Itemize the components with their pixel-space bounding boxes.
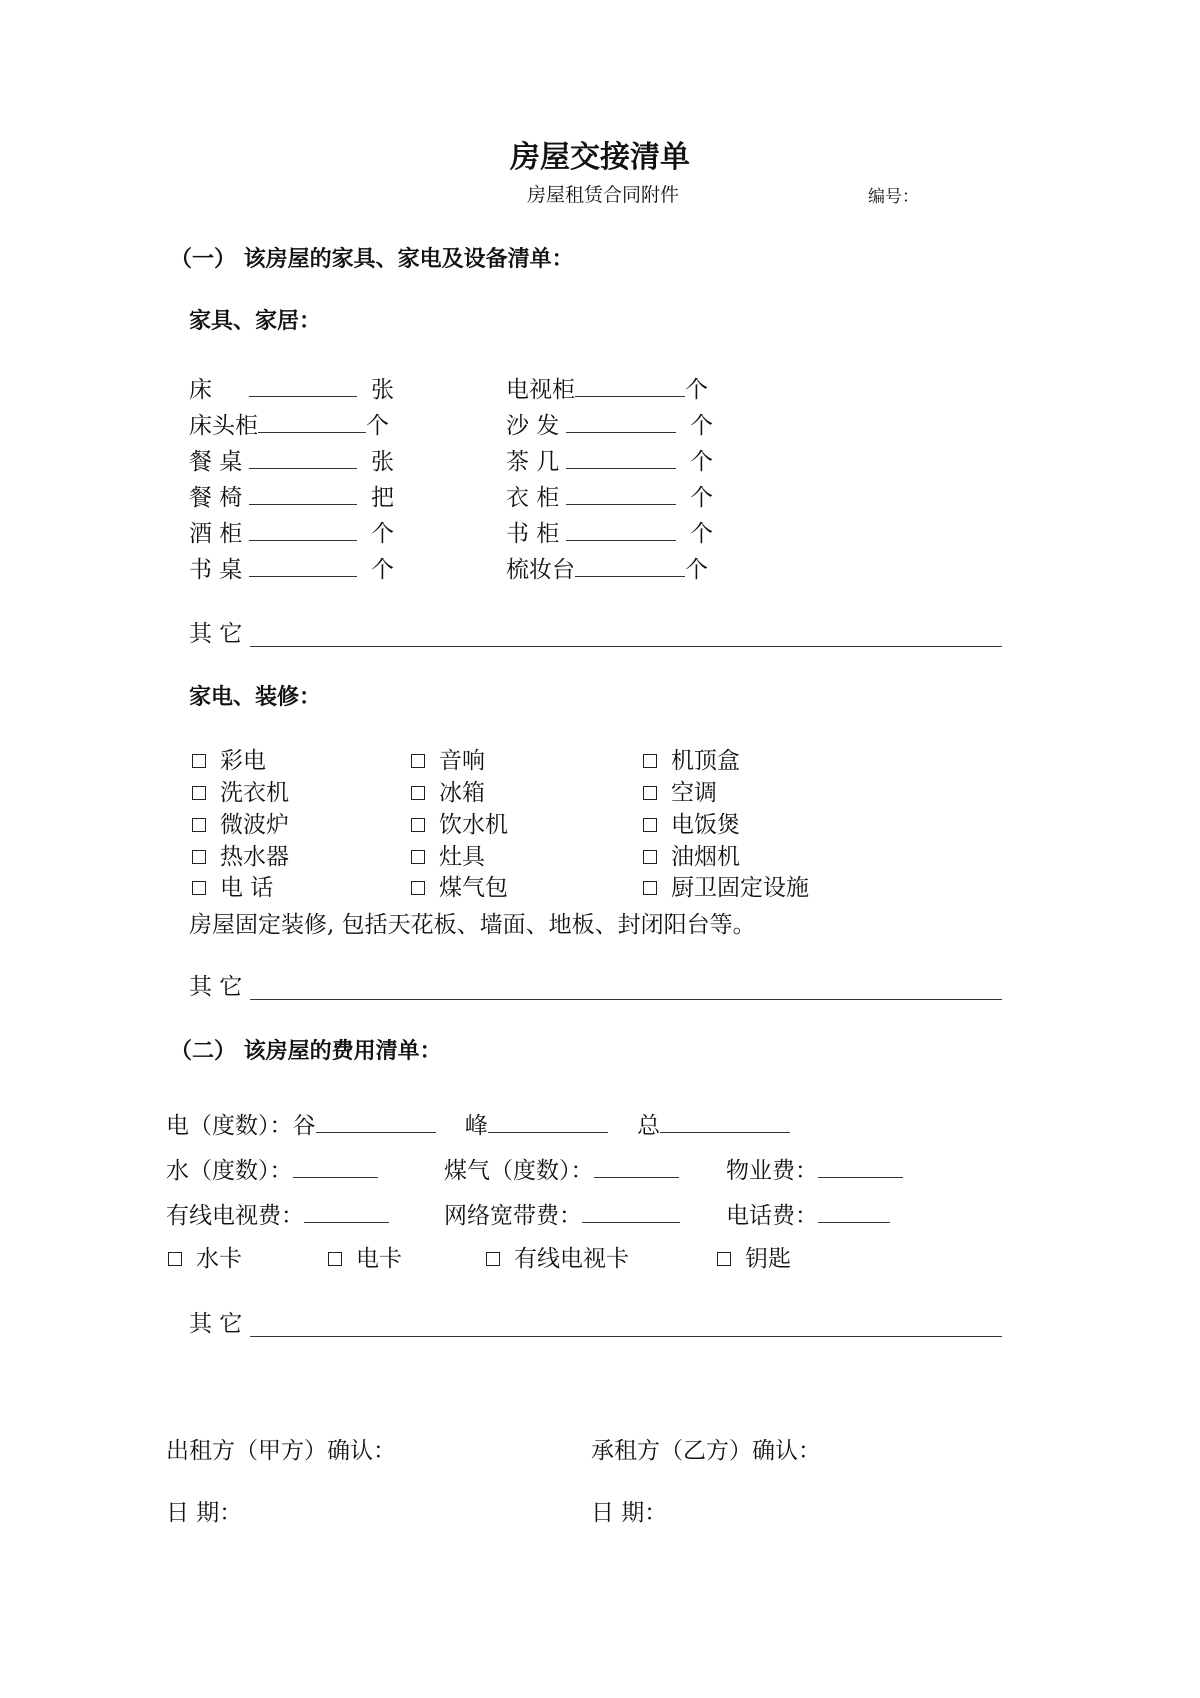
section1-heading: （一） 该房屋的家具、家电及设备清单： (170, 247, 574, 272)
appliance-item: 冰箱 (411, 782, 485, 805)
furniture-item: 书 桌 个 (189, 557, 394, 583)
checkbox[interactable] (643, 786, 657, 800)
fill-blank[interactable] (594, 1158, 679, 1178)
number-label: 编号： (868, 187, 919, 207)
furniture-heading: 家具、家居： (189, 309, 322, 334)
card-item: 电卡 (328, 1248, 402, 1271)
fill-blank[interactable] (818, 1203, 890, 1223)
appliance-item: 热水器 (192, 846, 289, 869)
fill-blank[interactable] (258, 413, 366, 433)
furniture-item: 餐 桌 张 (189, 449, 394, 475)
fill-blank[interactable] (488, 1113, 608, 1133)
electric-row: 电（度数）：谷 峰 总 (166, 1113, 790, 1138)
card-item: 钥匙 (717, 1248, 791, 1271)
decoration-note: 房屋固定装修, 包括天花板、墙面、地板、封闭阳台等。 (189, 912, 756, 938)
furniture-item: 床头柜 个 (189, 413, 389, 439)
water-label-row: 水（度数）： (166, 1158, 378, 1183)
date-right: 日 期： (591, 1500, 668, 1526)
fill-blank[interactable] (249, 377, 357, 397)
fill-blank[interactable] (249, 521, 357, 541)
lessor-confirm: 出租方（甲方）确认： (166, 1438, 396, 1464)
broadband-fee-row: 网络宽带费： (444, 1203, 680, 1228)
appliance-item: 油烟机 (643, 846, 740, 869)
checkbox[interactable] (643, 850, 657, 864)
other-label: 其 它 (189, 974, 243, 1000)
furniture-item: 餐 椅 把 (189, 485, 394, 511)
furniture-item: 床 张 (189, 377, 394, 403)
cable-fee-row: 有线电视费： (166, 1203, 389, 1228)
checkbox[interactable] (411, 754, 425, 768)
furniture-item: 梳妆台 个 (506, 557, 708, 583)
date-left: 日 期： (166, 1500, 243, 1526)
checkbox[interactable] (411, 881, 425, 895)
checkbox[interactable] (643, 754, 657, 768)
other-label: 其 它 (189, 1311, 243, 1337)
checkbox[interactable] (411, 786, 425, 800)
appliance-heading: 家电、装修： (189, 685, 322, 710)
appliance-item: 洗衣机 (192, 782, 289, 805)
appliance-item: 空调 (643, 782, 717, 805)
fill-blank[interactable] (249, 485, 357, 505)
furniture-item: 茶 几 个 (506, 449, 713, 475)
card-item: 有线电视卡 (486, 1248, 629, 1271)
checkbox[interactable] (411, 818, 425, 832)
furniture-item: 沙 发 个 (506, 413, 713, 439)
checkbox[interactable] (192, 818, 206, 832)
document-title: 房屋交接清单 (510, 140, 690, 175)
checkbox[interactable] (192, 881, 206, 895)
fill-blank[interactable] (566, 521, 676, 541)
fill-blank[interactable] (566, 413, 676, 433)
appliance-item: 灶具 (411, 846, 485, 869)
other-label: 其 它 (189, 621, 243, 647)
gas-row: 煤气（度数）： (444, 1158, 679, 1183)
card-item: 水卡 (168, 1248, 242, 1271)
appliance-item: 电饭煲 (643, 814, 740, 837)
property-fee-row: 物业费： (726, 1158, 903, 1183)
checkbox[interactable] (168, 1252, 182, 1266)
checkbox[interactable] (192, 850, 206, 864)
checkbox[interactable] (717, 1252, 731, 1266)
phone-fee-row: 电话费： (726, 1203, 890, 1228)
furniture-item: 衣 柜 个 (506, 485, 713, 511)
other-fill-line[interactable] (250, 999, 1002, 1000)
checkbox[interactable] (411, 850, 425, 864)
other-fill-line[interactable] (250, 646, 1002, 647)
fill-blank[interactable] (316, 1113, 436, 1133)
checkbox[interactable] (486, 1252, 500, 1266)
fill-blank[interactable] (566, 485, 676, 505)
furniture-item: 书 柜 个 (506, 521, 713, 547)
checkbox[interactable] (192, 754, 206, 768)
fill-blank[interactable] (293, 1158, 378, 1178)
fill-blank[interactable] (304, 1203, 389, 1223)
lessee-confirm: 承租方（乙方）确认： (591, 1438, 821, 1464)
appliance-item: 电 话 (192, 877, 273, 900)
appliance-item: 饮水机 (411, 814, 508, 837)
appliance-item: 彩电 (192, 750, 266, 773)
checkbox[interactable] (643, 881, 657, 895)
fill-blank[interactable] (582, 1203, 680, 1223)
furniture-item: 酒 柜 个 (189, 521, 394, 547)
appliance-item: 音响 (411, 750, 485, 773)
fill-blank[interactable] (575, 557, 685, 577)
fill-blank[interactable] (249, 449, 357, 469)
furniture-item: 电视柜 个 (506, 377, 708, 403)
fill-blank[interactable] (249, 557, 357, 577)
checkbox[interactable] (192, 786, 206, 800)
fill-blank[interactable] (660, 1113, 790, 1133)
appliance-item: 机顶盒 (643, 750, 740, 773)
checkbox[interactable] (328, 1252, 342, 1266)
fill-blank[interactable] (566, 449, 676, 469)
document-subtitle: 房屋租赁合同附件 (527, 184, 680, 206)
appliance-item: 煤气包 (411, 877, 508, 900)
fill-blank[interactable] (818, 1158, 903, 1178)
appliance-item: 厨卫固定设施 (643, 877, 809, 900)
other-fill-line[interactable] (250, 1336, 1002, 1337)
checkbox[interactable] (643, 818, 657, 832)
appliance-item: 微波炉 (192, 814, 289, 837)
fill-blank[interactable] (575, 377, 685, 397)
section2-heading: （二） 该房屋的费用清单： (170, 1039, 442, 1064)
